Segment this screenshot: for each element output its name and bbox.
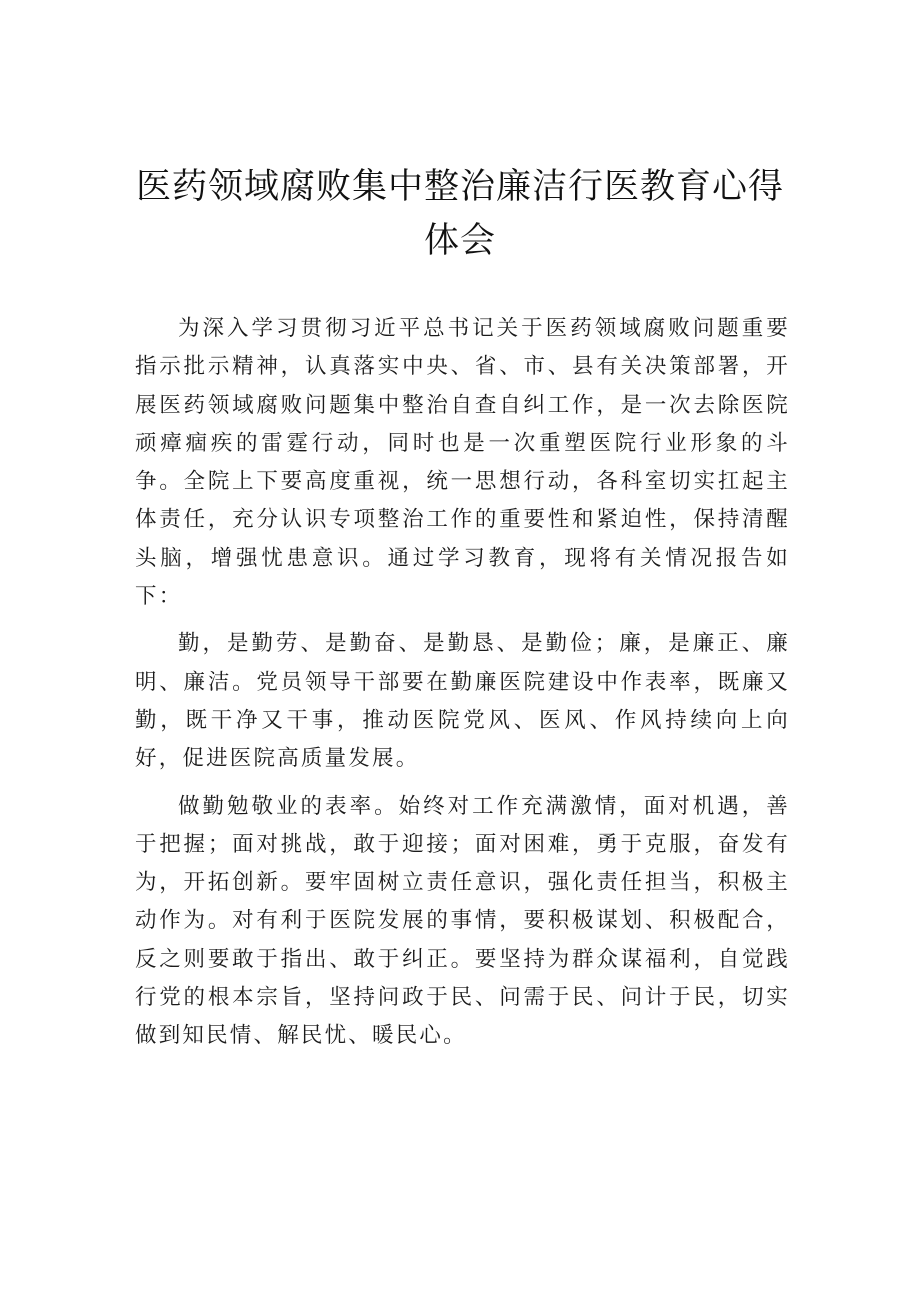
paragraph-3: 做勤勉敬业的表率。始终对工作充满激情，面对机遇，善于把握；面对挑战，敢于迎接；面对困难，勇于克服，奋发有为，开拓创新。要牢固树立责任意识，强化责任担当，积极主动作为。对有利于医院发展的事情，要积极谋划、积极配合，反之则要敢于指出、敢于纠正。要坚持为群众谋福利，自觉践行党的根本宗旨，坚持问政于民、问需于民、问计于民，切实做到知民情、解民忧、暖民心。 xyxy=(135,793,790,1049)
document-body xyxy=(135,310,790,1065)
document-title xyxy=(130,160,790,268)
title-line-1: 医药领域腐败集中整治廉洁行医教育心得 xyxy=(135,167,784,207)
paragraph-1: 为深入学习贯彻习近平总书记关于医药领域腐败问题重要指示批示精神，认真落实中央、省、市、县有关决策部署，开展医药领域腐败问题集中整治自查自纠工作，是一次去除医院顽瘴痼疾的雷霆行动，同时也是一次重塑医院行业形象的斗争。全院上下要高度重视，统一思想行动，各科室切实扛起主体责任，充分认识专项整治工作的重要性和紧迫性，保持清醒头脑，增强忧患意识。通过学习教育，现将有关情况报告如下： xyxy=(135,316,790,610)
paragraph-2: 勤，是勤劳、是勤奋、是勤恳、是勤俭；廉，是廉正、廉明、廉洁。党员领导干部要在勤廉医院建设中作表率，既廉又勤，既干净又干事，推动医院党风、医风、作风持续向上向好，促进医院高质量发展。 xyxy=(135,631,790,772)
title-line-2: 体会 xyxy=(423,221,496,261)
